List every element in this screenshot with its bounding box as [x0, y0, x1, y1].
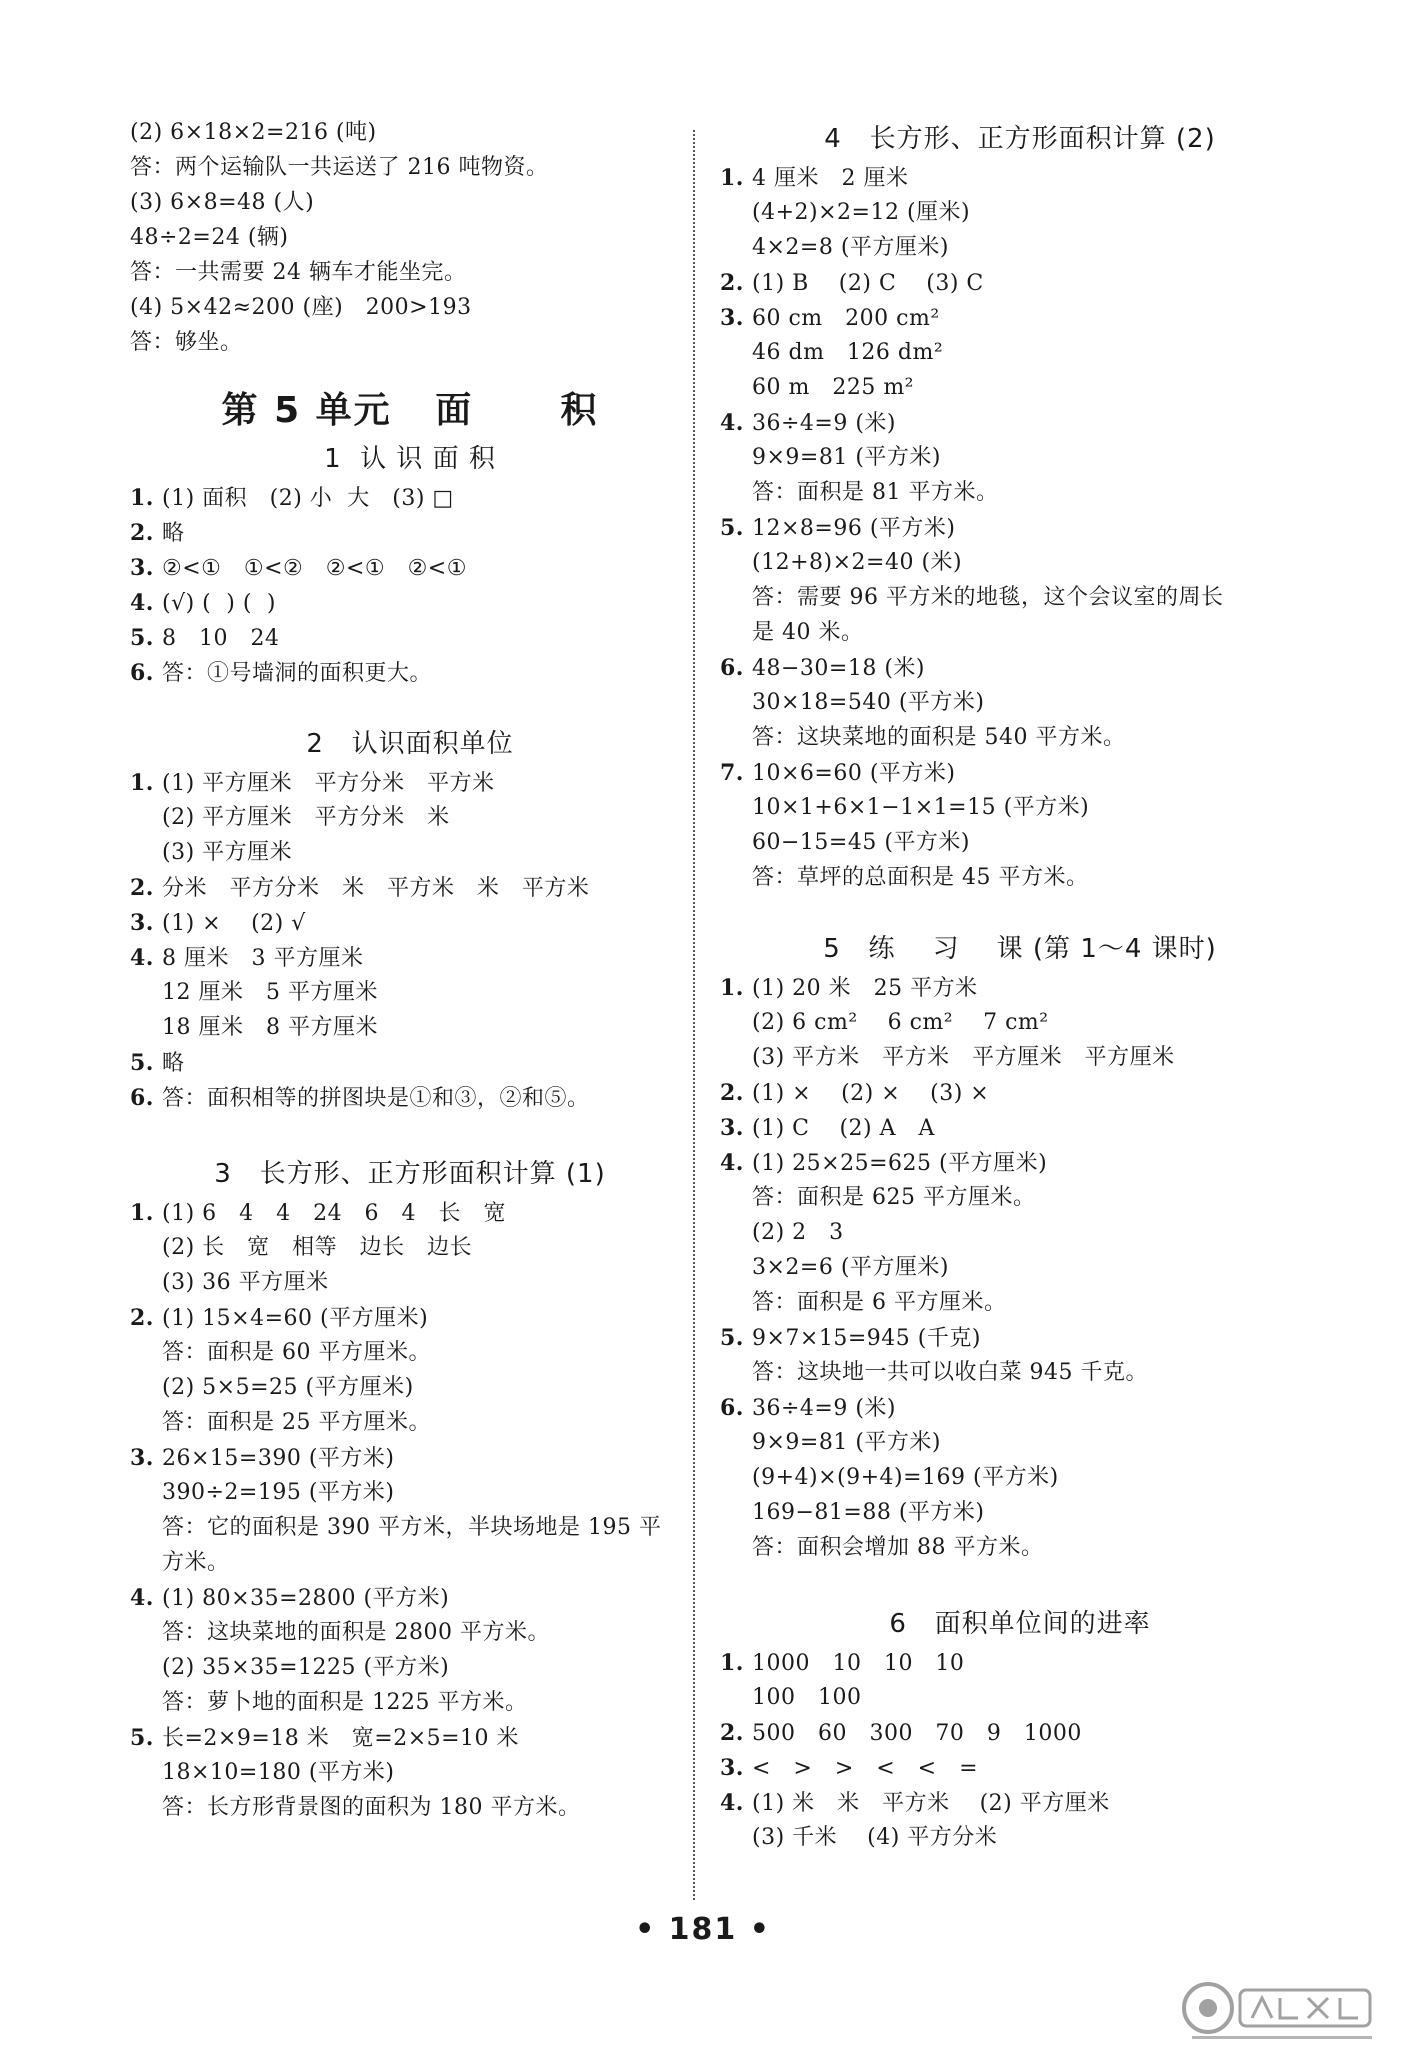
answer-line: 方米。 — [162, 1550, 230, 1575]
item-number: 5. — [720, 515, 744, 541]
answer-line: (3) 千米 (4) 平方分米 — [752, 1825, 998, 1850]
answer-item — [130, 1198, 506, 1229]
answer-item — [130, 768, 495, 799]
answer-line: 答：面积会增加 88 平方米。 — [752, 1535, 1044, 1560]
section-title: 3 长方形、正方形面积计算 (1) — [214, 1159, 606, 1189]
answer-line: 答：需要 96 平方米的地毯，这个会议室的周长 — [752, 585, 1224, 610]
answer-line: 答：面积是 60 平方厘米。 — [162, 1340, 431, 1365]
item-number: 4. — [720, 410, 744, 436]
item-text: ②<① ①<② ②<① ②<① — [162, 556, 467, 581]
answer-line: 390÷2=195 (平方米) — [162, 1480, 395, 1505]
answer-item — [130, 943, 363, 974]
item-text: (1) 20 米 25 平方米 — [752, 976, 978, 1001]
item-number: 5. — [130, 1725, 154, 1751]
item-number: 3. — [720, 305, 744, 331]
answer-line: 30×18=540 (平方米) — [752, 690, 985, 715]
section-title: 5 练 习 课 (第 1～4 课时) — [823, 934, 1217, 964]
answer-item — [130, 658, 432, 689]
section-title: 4 长方形、正方形面积计算 (2) — [824, 124, 1216, 154]
answer-item — [720, 653, 925, 684]
answer-line: (4+2)×2=12 (厘米) — [752, 200, 971, 225]
answer-line: (2) 5×5=25 (平方厘米) — [162, 1375, 414, 1400]
answer-line: 100 100 — [752, 1685, 862, 1710]
answer-item — [130, 518, 185, 549]
item-text: (1) C (2) A A — [752, 1116, 935, 1141]
answer-line: 答：两个运输队一共运送了 216 吨物资。 — [130, 155, 549, 180]
item-text: 8 10 24 — [162, 626, 280, 651]
item-number: 3. — [130, 910, 154, 936]
item-number: 1. — [130, 485, 154, 511]
answer-line: 答：这块地一共可以收白菜 945 千克。 — [752, 1360, 1148, 1385]
item-number: 4. — [130, 945, 154, 971]
section-title: 6 面积单位间的进率 — [889, 1609, 1151, 1639]
item-text: (1) × (2) × (3) × — [752, 1081, 990, 1106]
item-number: 2. — [720, 1080, 744, 1106]
answer-line: 答：这块菜地的面积是 2800 平方米。 — [162, 1620, 550, 1645]
answer-line: 答：面积是 6 平方厘米。 — [752, 1290, 1007, 1315]
answer-line: 46 dm 126 dm² — [752, 340, 944, 365]
section-title: 1 认 识 面 积 — [324, 444, 496, 474]
item-text: 答：面积相等的拼图块是①和③，②和⑤。 — [162, 1086, 590, 1111]
item-text: 36÷4=9 (米) — [752, 1396, 897, 1421]
answer-line: (3) 36 平方厘米 — [162, 1270, 329, 1295]
answer-item — [720, 1323, 981, 1354]
answer-line: 答：够坐。 — [130, 330, 243, 355]
answer-line: 10×1+6×1−1×1=15 (平方米) — [752, 795, 1090, 820]
item-text: (1) 6 4 4 24 6 4 长 宽 — [162, 1201, 506, 1226]
answer-item — [130, 588, 276, 619]
answer-item — [130, 1083, 590, 1114]
item-number: 6. — [720, 1395, 744, 1421]
column-divider — [693, 130, 695, 1900]
item-number: 1. — [720, 1650, 744, 1676]
answer-line: 是 40 米。 — [752, 620, 864, 645]
item-number: 2. — [130, 520, 154, 546]
section-title: 2 认识面积单位 — [306, 729, 514, 759]
item-text: 4 厘米 2 厘米 — [752, 166, 909, 191]
item-text: (1) 25×25=625 (平方厘米) — [752, 1151, 1048, 1176]
answer-line: 答：草坪的总面积是 45 平方米。 — [752, 865, 1089, 890]
item-number: 7. — [720, 760, 744, 786]
answer-line: 3×2=6 (平方厘米) — [752, 1255, 950, 1280]
answer-line: (2) 35×35=1225 (平方米) — [162, 1655, 450, 1680]
answer-line: (3) 平方米 平方米 平方厘米 平方厘米 — [752, 1045, 1175, 1070]
answer-line: (12+8)×2=40 (米) — [752, 550, 963, 575]
page-number: • 181 • — [635, 1912, 771, 1947]
item-text: 36÷4=9 (米) — [752, 411, 897, 436]
answer-line: 4×2=8 (平方厘米) — [752, 235, 950, 260]
answer-item — [130, 483, 454, 514]
item-number: 4. — [130, 590, 154, 616]
answer-item — [720, 1078, 989, 1109]
answer-line: 答：面积是 625 平方厘米。 — [752, 1185, 1036, 1210]
item-text: 8 厘米 3 平方厘米 — [162, 946, 364, 971]
answer-line: (4) 5×42≈200 (座) 200>193 — [130, 295, 472, 320]
item-number: 6. — [130, 1085, 154, 1111]
item-number: 2. — [720, 1720, 744, 1746]
item-text: (1) 平方厘米 平方分米 平方米 — [162, 771, 495, 796]
item-text: 分米 平方分米 米 平方米 米 平方米 — [162, 876, 590, 901]
item-text: (1) 米 米 平方米 (2) 平方厘米 — [752, 1791, 1110, 1816]
answer-item — [720, 1718, 1082, 1749]
item-number: 5. — [130, 625, 154, 651]
item-text: 9×7×15=945 (千克) — [752, 1326, 981, 1351]
item-text: 1000 10 10 10 — [752, 1651, 965, 1676]
item-text: 12×8=96 (平方米) — [752, 516, 956, 541]
item-number: 3. — [720, 1115, 744, 1141]
answer-line: 48÷2=24 (辆) — [130, 225, 289, 250]
item-text: (1) 面积 (2) 小 大 (3) □ — [162, 486, 454, 511]
answer-line: (2) 6×18×2=216 (吨) — [130, 120, 377, 145]
item-text: (1) × (2) √ — [162, 911, 306, 936]
item-number: 1. — [130, 770, 154, 796]
answer-item — [720, 408, 896, 439]
answer-item — [720, 1113, 935, 1144]
answer-line: (2) 2 3 — [752, 1220, 844, 1245]
answer-item — [720, 1393, 896, 1424]
item-text: 略 — [162, 521, 185, 546]
answer-item — [130, 908, 306, 939]
item-number: 5. — [720, 1325, 744, 1351]
item-number: 1. — [130, 1200, 154, 1226]
answer-line: (3) 平方厘米 — [162, 840, 293, 865]
unit-title: 第 5 单元 面 积 — [221, 390, 599, 431]
item-number: 2. — [130, 1305, 154, 1331]
answer-line: (2) 长 宽 相等 边长 边长 — [162, 1235, 473, 1260]
answer-item — [720, 1788, 1110, 1819]
answer-item — [720, 268, 984, 299]
answer-line: 169−81=88 (平方米) — [752, 1500, 985, 1525]
item-text: 长=2×9=18 米 宽=2×5=10 米 — [162, 1726, 520, 1751]
answer-item — [720, 1753, 978, 1784]
answer-item — [720, 513, 956, 544]
answer-line: 18 厘米 8 平方厘米 — [162, 1015, 378, 1040]
answer-item — [130, 1723, 519, 1754]
answer-line: (3) 6×8=48 (人) — [130, 190, 315, 215]
answer-line: (2) 平方厘米 平方分米 米 — [162, 805, 450, 830]
answer-item — [720, 1148, 1047, 1179]
item-text: 10×6=60 (平方米) — [752, 761, 956, 786]
answer-item — [720, 973, 978, 1004]
item-text: 60 cm 200 cm² — [752, 306, 940, 331]
answer-item — [130, 1583, 449, 1614]
answer-item — [130, 553, 467, 584]
answer-line: 答：这块菜地的面积是 540 平方米。 — [752, 725, 1126, 750]
item-text: (1) 15×4=60 (平方厘米) — [162, 1306, 429, 1331]
item-text: (1) 80×35=2800 (平方米) — [162, 1586, 450, 1611]
answer-line: 答：面积是 25 平方厘米。 — [162, 1410, 431, 1435]
answer-line: 答：一共需要 24 辆车才能坐完。 — [130, 260, 467, 285]
answer-item — [130, 623, 279, 654]
item-text: (√) ( ) ( ) — [162, 591, 276, 616]
answer-line: (9+4)×(9+4)=169 (平方米) — [752, 1465, 1059, 1490]
item-number: 5. — [130, 1050, 154, 1076]
item-number: 3. — [130, 555, 154, 581]
answer-line: 答：长方形背景图的面积为 180 平方米。 — [162, 1795, 581, 1820]
item-text: < > > < < = — [752, 1756, 978, 1781]
answer-line: 答：面积是 81 平方米。 — [752, 480, 999, 505]
answer-item — [720, 303, 940, 334]
answer-item — [720, 758, 956, 789]
item-text: (1) B (2) C (3) C — [752, 271, 984, 296]
answer-line: 答：它的面积是 390 平方米，半块场地是 195 平 — [162, 1515, 662, 1540]
item-number: 6. — [720, 655, 744, 681]
answer-item — [720, 163, 908, 194]
answer-line: 9×9=81 (平方米) — [752, 445, 942, 470]
item-text: 26×15=390 (平方米) — [162, 1446, 395, 1471]
item-number: 4. — [720, 1790, 744, 1816]
site-watermark-logo — [1172, 1978, 1382, 2050]
answer-line: (2) 6 cm² 6 cm² 7 cm² — [752, 1010, 1049, 1035]
answer-item — [130, 1443, 395, 1474]
item-number: 4. — [720, 1150, 744, 1176]
item-text: 48−30=18 (米) — [752, 656, 926, 681]
item-text: 答：①号墙洞的面积更大。 — [162, 661, 433, 686]
item-number: 3. — [720, 1755, 744, 1781]
item-number: 3. — [130, 1445, 154, 1471]
item-number: 2. — [130, 875, 154, 901]
item-number: 1. — [720, 975, 744, 1001]
answer-item — [130, 1303, 428, 1334]
item-text: 500 60 300 70 9 1000 — [752, 1721, 1082, 1746]
item-number: 4. — [130, 1585, 154, 1611]
answer-item — [130, 873, 589, 904]
answer-item — [130, 1048, 185, 1079]
item-number: 2. — [720, 270, 744, 296]
answer-line: 18×10=180 (平方米) — [162, 1760, 395, 1785]
item-text: 略 — [162, 1051, 185, 1076]
answer-line: 12 厘米 5 平方厘米 — [162, 980, 378, 1005]
answer-line: 答：萝卜地的面积是 1225 平方米。 — [162, 1690, 528, 1715]
item-number: 6. — [130, 660, 154, 686]
answer-line: 9×9=81 (平方米) — [752, 1430, 942, 1455]
answer-item — [720, 1648, 964, 1679]
item-number: 1. — [720, 165, 744, 191]
answer-line: 60 m 225 m² — [752, 375, 914, 400]
answer-line: 60−15=45 (平方米) — [752, 830, 971, 855]
